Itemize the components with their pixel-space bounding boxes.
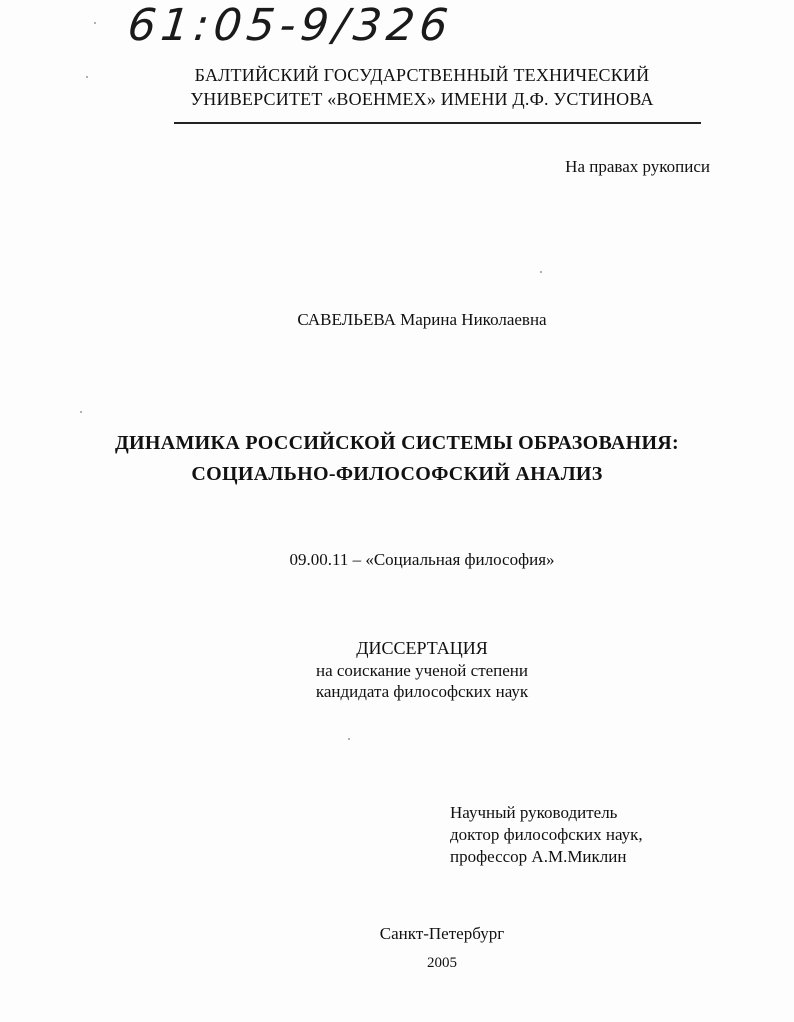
institution-line-1: БАЛТИЙСКИЙ ГОСУДАРСТВЕННЫЙ ТЕХНИЧЕСКИЙ: [194, 65, 650, 85]
supervisor-block: [450, 802, 643, 868]
scan-speck: [94, 22, 96, 24]
title-line-2: СОЦИАЛЬНО-ФИЛОСОФСКИЙ АНАЛИЗ: [191, 463, 603, 485]
city-name: Санкт-Петербург: [379, 924, 505, 943]
scan-speck: [80, 411, 82, 413]
supervisor-name: профессор А.М.Миклин: [450, 847, 627, 866]
institution-line-2: УНИВЕРСИТЕТ «ВОЕНМЕХ» ИМЕНИ Д.Ф. УСТИНОВА: [190, 89, 654, 109]
manuscript-note: На правах рукописи: [565, 157, 710, 176]
author-name: САВЕЛЬЕВА Марина Николаевна: [297, 310, 547, 329]
scan-speck: [348, 738, 350, 740]
dissertation-title: [0, 428, 794, 490]
header-divider: [174, 122, 701, 124]
dissertation-heading: ДИССЕРТАЦИЯ: [356, 638, 488, 658]
title-line-1: ДИНАМИКА РОССИЙСКОЙ СИСТЕМЫ ОБРАЗОВАНИЯ:: [114, 432, 680, 454]
degree-line-1: на соискание ученой степени: [315, 661, 529, 680]
supervisor-role: Научный руководитель: [450, 803, 618, 822]
scan-speck: [86, 76, 88, 78]
dissertation-type: [0, 638, 794, 702]
author-block: [0, 310, 794, 330]
scan-speck: [540, 271, 542, 273]
specialty-block: [0, 550, 794, 570]
specialty-code: 09.00.11 – «Социальная философия»: [289, 550, 555, 569]
year-block: [0, 955, 794, 972]
institution-name: [0, 63, 794, 111]
year-value: 2005: [427, 955, 457, 971]
supervisor-degree: доктор философских наук,: [450, 825, 643, 844]
city-block: [0, 924, 794, 944]
degree-line-2: кандидата философских наук: [315, 682, 529, 701]
handwritten-archive-mark: 61:05-9/326: [125, 0, 456, 51]
